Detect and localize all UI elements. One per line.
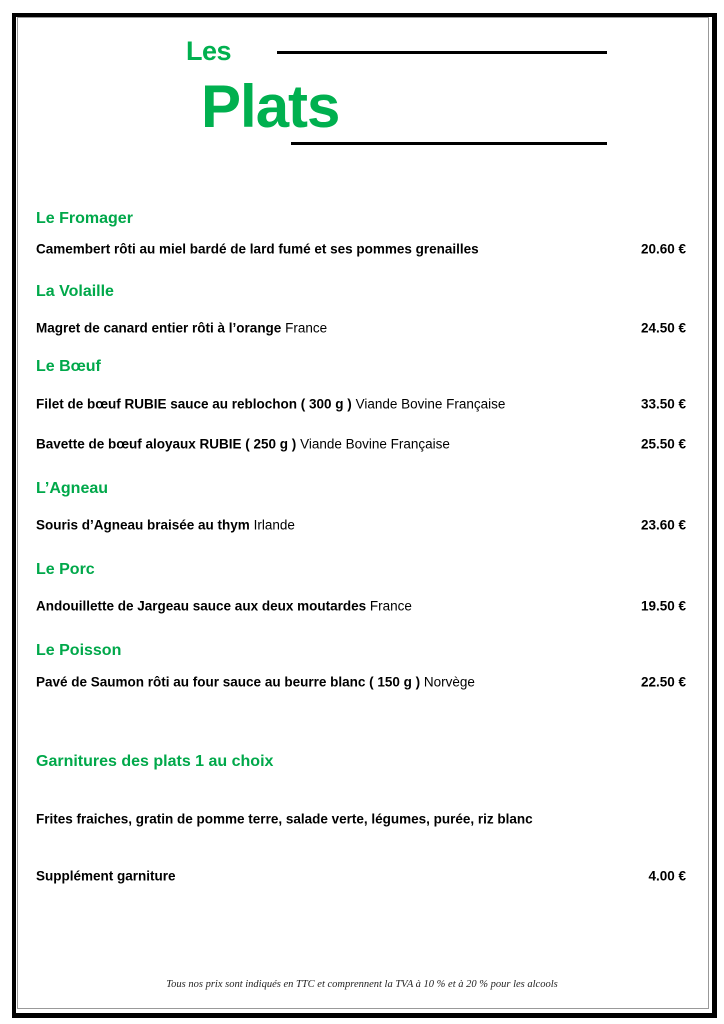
menu-item [36, 321, 686, 336]
section-heading: L’Agneau [36, 480, 109, 497]
menu-item [36, 242, 686, 257]
section-heading: Le Bœuf [36, 358, 101, 375]
section-heading: Le Porc [36, 561, 95, 578]
item-name: Bavette de bœuf aloyaux RUBIE ( 250 g ) [36, 436, 297, 452]
item-price: 25.50 € [640, 436, 686, 452]
item-name: Souris d’Agneau braisée au thym [36, 517, 250, 533]
item-name: Camembert rôti au miel bardé de lard fumé et ses pommes grenailles [36, 241, 479, 257]
item-origin: Norvège [423, 674, 475, 690]
title-rule-bottom [291, 142, 607, 145]
menu-item [36, 397, 686, 412]
supplement-row [36, 869, 686, 884]
item-origin: France [369, 598, 412, 614]
menu-item [36, 437, 686, 452]
item-name: Pavé de Saumon rôti au four sauce au beurre blanc ( 150 g ) [36, 674, 421, 690]
item-price: 33.50 € [640, 396, 686, 412]
item-name: Andouillette de Jargeau sauce aux deux moutardes [36, 598, 367, 614]
item-origin: Viande Bovine Française [355, 396, 506, 412]
garnitures-text: Frites fraiches, gratin de pomme terre, salade verte, légumes, purée, riz blanc [36, 811, 533, 827]
title-rule-top [277, 51, 607, 54]
garnitures-heading: Garnitures des plats 1 au choix [36, 753, 274, 770]
menu-item [36, 518, 686, 533]
garnitures-list [36, 812, 686, 827]
menu-item [36, 675, 686, 690]
page-title: Plats [201, 73, 340, 140]
item-origin: Viande Bovine Française [300, 436, 450, 452]
supplement-price: 4.00 € [648, 868, 686, 884]
menu-item [36, 599, 686, 614]
item-name: Magret de canard entier rôti à l’orange [36, 320, 282, 336]
item-price: 24.50 € [640, 320, 686, 336]
footer-note: Tous nos prix sont indiqués en TTC et comprennent la TVA à 10 % et à 20 % pour les alcools [166, 979, 558, 990]
item-origin: France [285, 320, 328, 336]
section-heading: Le Fromager [36, 210, 133, 227]
item-price: 22.50 € [640, 674, 686, 690]
section-heading: La Volaille [36, 283, 114, 300]
item-name: Filet de bœuf RUBIE sauce au reblochon ( 300 g ) [36, 396, 352, 412]
section-heading: Le Poisson [36, 642, 122, 659]
item-price: 23.60 € [640, 517, 686, 533]
item-origin: Irlande [253, 517, 295, 533]
item-price: 20.60 € [640, 241, 686, 257]
page-inner-border [17, 17, 709, 1009]
supplement-name: Supplément garniture [36, 868, 176, 884]
item-price: 19.50 € [640, 598, 686, 614]
title-small: Les [186, 36, 232, 66]
